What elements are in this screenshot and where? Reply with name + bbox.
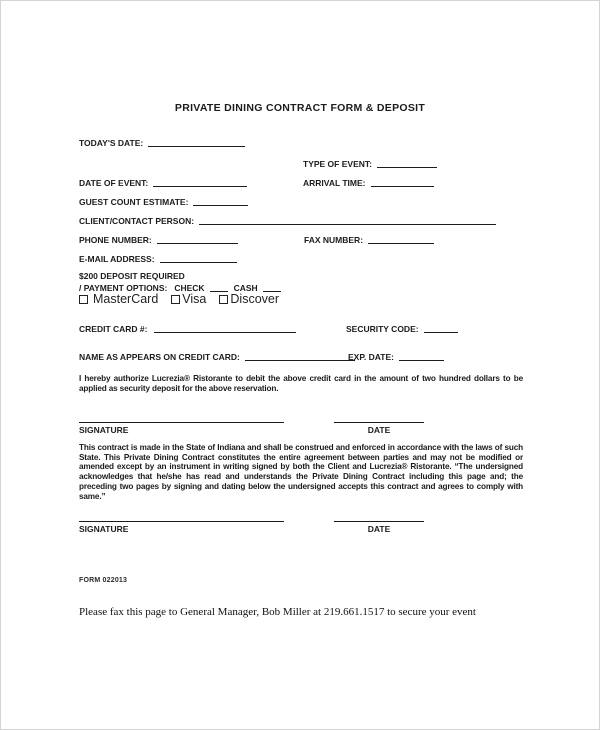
field-name-on-card (79, 351, 355, 362)
field-label: CLIENT/CONTACT PERSON: (79, 216, 195, 226)
field-client-contact (79, 215, 496, 226)
field-label: ARRIVAL TIME: (303, 178, 366, 188)
card-label: Visa (182, 292, 207, 306)
field-label: FAX NUMBER: (304, 235, 364, 245)
authorization-paragraph: I hereby authorize Lucrezia® Ristorante to debit the above credit card in the amount of two hundred dollars to be applied as security deposit for the above reservation. (79, 374, 523, 393)
date-line-1[interactable] (334, 422, 424, 423)
field-exp-date (348, 351, 444, 362)
name-on-card-blank-line[interactable] (245, 352, 355, 361)
fax-instruction: Please fax this page to General Manager, Bob Miller at 219.661.1517 to secure your event (79, 606, 476, 618)
field-type-of-event (303, 158, 437, 169)
arrival-time-blank-line[interactable] (371, 178, 434, 187)
field-date-of-event (79, 177, 247, 188)
field-email-address (79, 253, 237, 264)
card-option-discover (219, 292, 279, 306)
field-label: SECURITY CODE: (346, 324, 419, 334)
signature-line-2[interactable] (79, 521, 284, 522)
signature-label-1: SIGNATURE (79, 425, 129, 435)
date-label-2: DATE (367, 524, 391, 534)
field-label: TODAY'S DATE: (79, 138, 144, 148)
fax-number-blank-line[interactable] (368, 235, 434, 244)
client-contact-blank-line[interactable] (199, 216, 496, 225)
credit-card-blank-line[interactable] (154, 324, 296, 333)
contract-terms-paragraph: This contract is made in the State of Indiana and shall be construed and enforced in accordance with the laws of such State. This Private Dining Contract constitutes the entire agreement between parties and may not be modified or amended except by an instrument in writing signed by both the Client and Lucrezia® Ristorante. “The undersigned acknowledges that he/she has read and understands the Private Dining Contract including this page and; the preceding two pages by signing and dating below the undersigned accepts this contract and agrees to comply with same.” (79, 443, 523, 501)
field-label: EXP. DATE: (348, 352, 394, 362)
phone-number-blank-line[interactable] (157, 235, 238, 244)
type-of-event-blank-line[interactable] (377, 159, 437, 168)
email-blank-line[interactable] (160, 254, 237, 263)
guest-count-blank-line[interactable] (193, 197, 248, 206)
security-code-blank-line[interactable] (424, 324, 458, 333)
deposit-required-text: $200 DEPOSIT REQUIRED (79, 271, 185, 281)
checkbox-icon[interactable] (219, 295, 228, 304)
signature-label-2: SIGNATURE (79, 524, 129, 534)
cash-blank-line[interactable] (263, 283, 281, 292)
todays-date-blank-line[interactable] (148, 138, 245, 147)
date-line-2[interactable] (334, 521, 424, 522)
exp-date-blank-line[interactable] (399, 352, 444, 361)
field-label: GUEST COUNT ESTIMATE: (79, 197, 189, 207)
form-number: FORM 022013 (79, 577, 128, 584)
card-option-visa (171, 292, 206, 306)
field-todays-date (79, 137, 245, 148)
field-fax-number (304, 234, 434, 245)
check-label: CHECK (174, 283, 205, 293)
payment-options-label: / PAYMENT OPTIONS: (79, 283, 168, 293)
checkbox-icon[interactable] (171, 295, 180, 304)
field-label: DATE OF EVENT: (79, 178, 149, 188)
checkbox-icon[interactable] (79, 295, 88, 304)
field-label: NAME AS APPEARS ON CREDIT CARD: (79, 352, 240, 362)
field-phone-number (79, 234, 238, 245)
date-label-1: DATE (367, 425, 391, 435)
page-title: PRIVATE DINING CONTRACT FORM & DEPOSIT (174, 102, 426, 114)
field-label: PHONE NUMBER: (79, 235, 152, 245)
field-label: E-MAIL ADDRESS: (79, 254, 155, 264)
field-guest-count (79, 196, 248, 207)
check-blank-line[interactable] (210, 283, 228, 292)
field-security-code (346, 323, 458, 334)
card-option-mastercard (79, 292, 158, 306)
signature-line-1[interactable] (79, 422, 284, 423)
date-of-event-blank-line[interactable] (153, 178, 247, 187)
field-label: CREDIT CARD #: (79, 324, 148, 334)
card-label: MasterCard (93, 292, 159, 306)
field-credit-card-number (79, 323, 296, 334)
field-arrival-time (303, 177, 434, 188)
field-label: TYPE OF EVENT: (303, 159, 372, 169)
card-options-row (79, 292, 292, 306)
cash-label: CASH (233, 283, 258, 293)
card-label: Discover (230, 292, 280, 306)
